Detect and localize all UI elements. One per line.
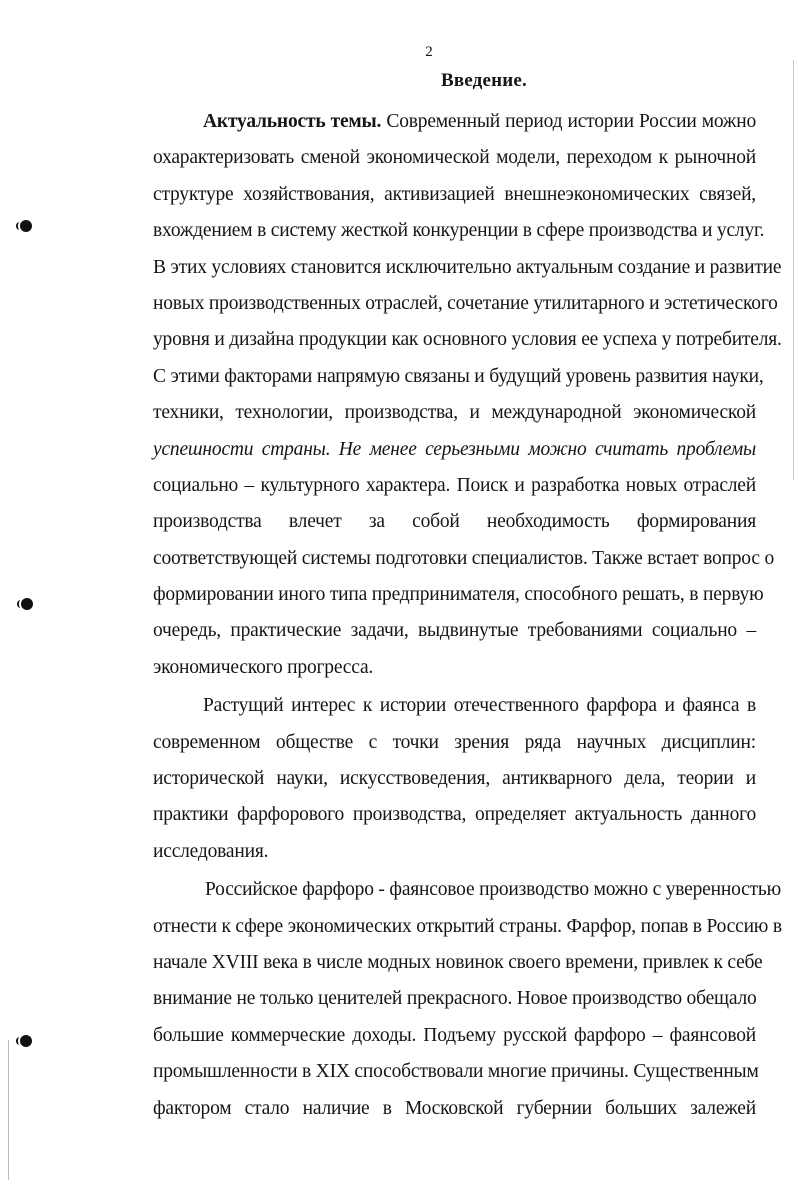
text-line: исследования. [153,840,269,862]
text-line: формировании иного типа предпринимателя, способного решать, в первую [153,584,764,606]
text-line: вхождением в систему жесткой конкуренции в сфере производства и услуг. [153,220,765,242]
text-line: Растущий интерес к истории отечественного фарфора и фаянса в [203,695,756,717]
text-line: уровня и дизайна продукции как основного условия ее успеха у потребителя. [153,329,782,351]
text-line: внимание не только ценителей прекрасного. Новое производство обещало [153,988,757,1010]
text-line: современном обществе с точки зрения ряда научных дисциплин: [153,731,756,753]
text-line: производства влечет за собой необходимость формирования [153,511,756,533]
text-line: структуре хозяйствования, активизацией внешнеэкономических связей, [153,183,756,205]
binding-hole-icon [20,1035,32,1047]
page-number: 2 [425,44,433,60]
text-line: практики фарфорового производства, определяет актуальность данного [153,804,756,826]
text-line: фактором стало наличие в Московской губернии больших залежей [153,1097,756,1119]
text-line: соответствующей системы подготовки специалистов. Также встает вопрос о [153,547,775,569]
lead-heading: Актуальность темы. [203,111,382,132]
text-line: Актуальность темы. Современный период истории России можно [203,111,756,132]
text-line: очередь, практические задачи, выдвинутые требованиями социально – [153,620,756,642]
text-line: исторической науки, искусствоведения, антикварного дела, теории и [153,768,756,790]
text-line: промышленности в XIX способствовали многие причины. Существенным [153,1061,759,1083]
text-line: В этих условиях становится исключительно актуальным создание и развитие [153,256,782,278]
text-line: большие коммерческие доходы. Подъему русской фарфоро – фаянсовой [153,1024,756,1046]
text-line: Российское фарфоро - фаянсовое производство можно с уверенностью [205,879,781,901]
text-line: экономического прогресса. [153,656,374,678]
paragraph-interest [153,688,756,870]
body-text [153,104,782,1127]
text-line: С этими факторами напрямую связаны и будущий уровень развития науки, [153,365,764,387]
binding-hole-icon [21,598,33,610]
scan-edge-mark-left [8,1040,9,1180]
text-line: новых производственных отраслей, сочетание утилитарного и эстетического [153,292,778,314]
text-line: начале XVIII века в числе модных новинок своего времени, привлек к себе [153,951,763,973]
text-line: техники, технологии, производства, и международной экономической [153,402,756,424]
paragraph-production [153,872,782,1127]
paragraph-relevance [153,104,782,686]
scan-edge-mark [793,60,794,480]
page-title: Введение. [440,70,528,91]
binding-hole-icon [20,220,32,232]
text-line: охарактеризовать сменой экономической модели, переходом к рыночной [153,147,756,169]
text-line: социально – культурного характера. Поиск и разработка новых отраслей [153,474,756,496]
text-line: отнести к сфере экономических открытий страны. Фарфор, попав в Россию в [153,915,782,937]
text-line: успешности страны. Не менее серьезными можно считать проблемы [153,438,756,460]
